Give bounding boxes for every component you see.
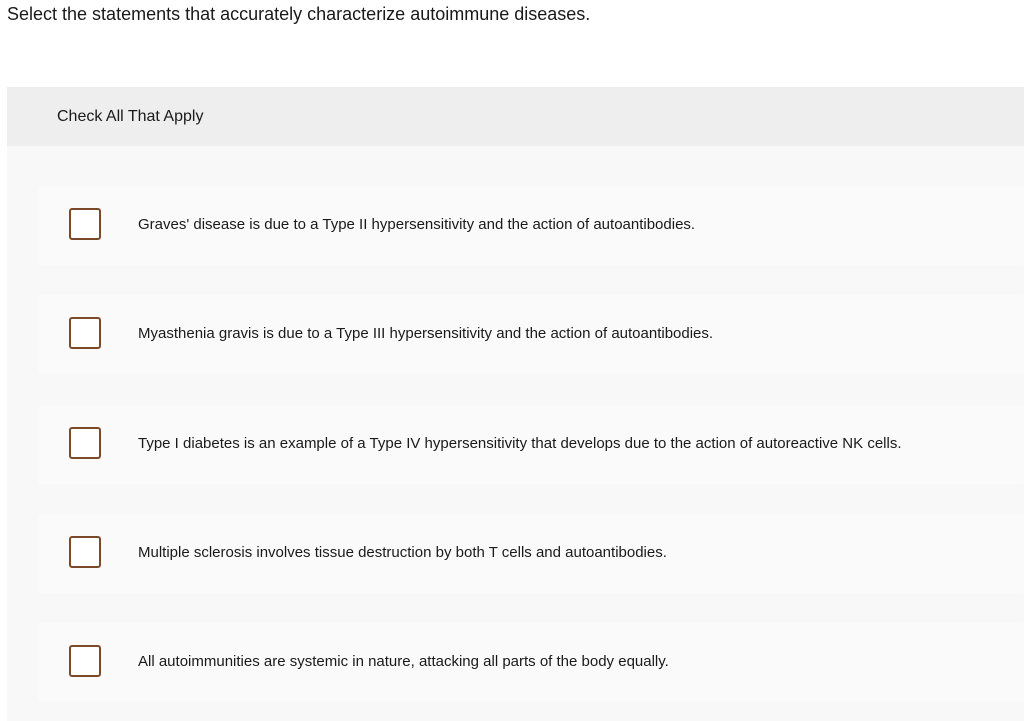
option-label-4: Multiple sclerosis involves tissue destruction by both T cells and autoantibodies. bbox=[138, 544, 667, 561]
answer-option-2[interactable] bbox=[38, 295, 1024, 374]
question-prompt: Select the statements that accurately characterize autoimmune diseases. bbox=[7, 4, 591, 24]
answer-option-1[interactable] bbox=[38, 186, 1024, 265]
answer-panel bbox=[7, 87, 1024, 721]
checkbox-option-5[interactable] bbox=[69, 645, 101, 677]
checkbox-option-1[interactable] bbox=[69, 208, 101, 240]
answer-option-4[interactable] bbox=[38, 514, 1024, 593]
option-label-2: Myasthenia gravis is due to a Type III hypersensitivity and the action of autoantibodies. bbox=[138, 325, 714, 342]
answer-option-3[interactable] bbox=[38, 405, 1024, 484]
option-label-3: Type I diabetes is an example of a Type IV hypersensitivity that develops due to the action of autoreactive NK cells. bbox=[138, 435, 902, 452]
option-label-1: Graves' disease is due to a Type II hypersensitivity and the action of autoantibodies. bbox=[138, 216, 696, 233]
checkbox-option-4[interactable] bbox=[69, 536, 101, 568]
instruction-label: Check All That Apply bbox=[57, 108, 204, 125]
answer-option-5[interactable] bbox=[38, 623, 1024, 702]
panel-header bbox=[7, 87, 1024, 146]
checkbox-option-3[interactable] bbox=[69, 427, 101, 459]
option-label-5: All autoimmunities are systemic in nature, attacking all parts of the body equally. bbox=[138, 653, 669, 670]
checkbox-option-2[interactable] bbox=[69, 317, 101, 349]
